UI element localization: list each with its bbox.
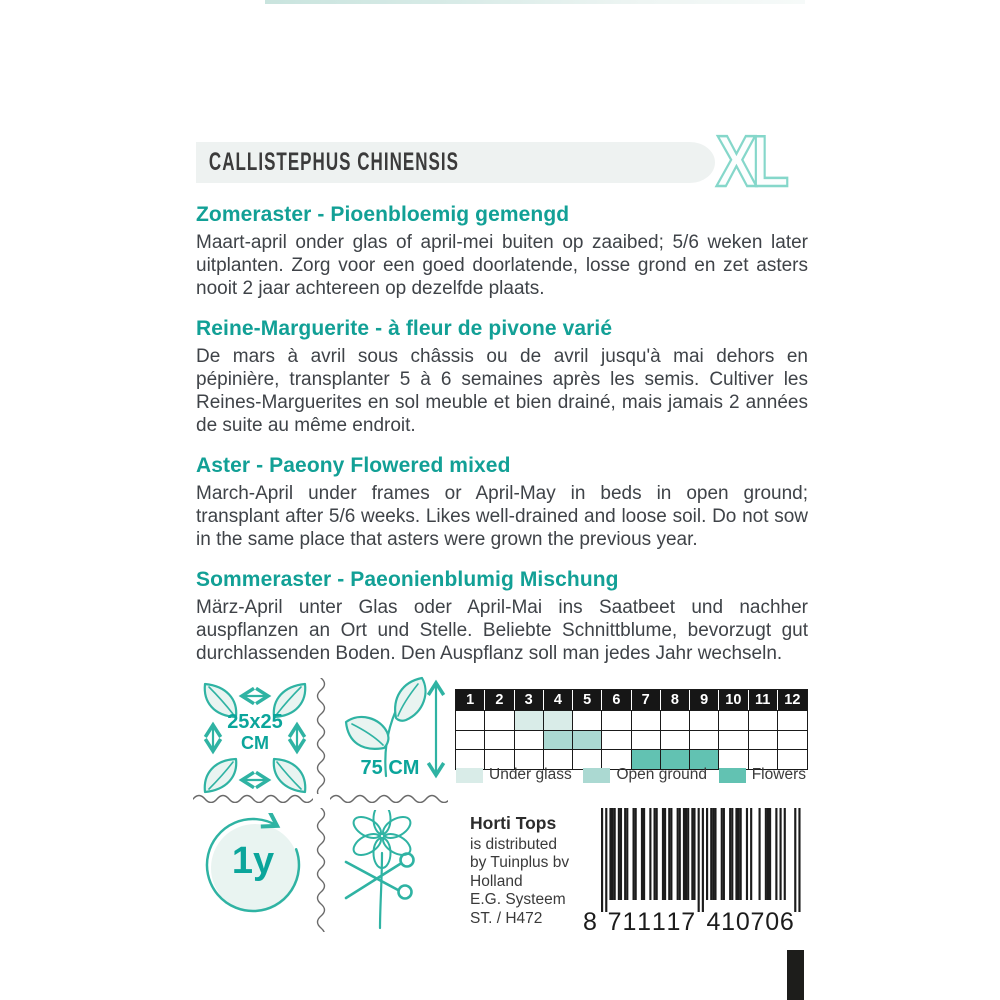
distributor-name: Horti Tops: [470, 813, 557, 833]
calendar-cell: [690, 710, 719, 730]
section-body: März-April unter Glas oder April-Mai ins Saatbeet und nachher auspflanzen an Ort und Stelle. Beliebte Schnittblume, bevorzugt gut durchlassenden Boden. Den Auspflanz soll man jedes Jahr wechseln.: [196, 597, 808, 664]
calendar-cell: [749, 710, 778, 730]
sowing-calendar: [455, 689, 808, 770]
distributor-line: is distributed: [470, 835, 558, 853]
calendar-month-header: 11: [749, 690, 778, 710]
calendar-cell: [661, 730, 690, 750]
calendar-cell: [573, 730, 602, 750]
legend-swatch: [719, 768, 746, 783]
distributor-line: E.G. Systeem: [470, 891, 566, 908]
legend-swatch: [583, 768, 610, 783]
distributor-block: [470, 814, 569, 928]
plant-height-icon: [330, 676, 450, 800]
calendar-month-header: 4: [544, 690, 573, 710]
calendar-cell: [544, 730, 573, 750]
section-body: Maart-april onder glas of april-mei buiten op zaaibed; 5/6 weken later uitplanten. Zorg voor een goed doorlatende, losse grond en zet asters nooit 2 jaar achtereen op dezelfde plaats.: [196, 232, 808, 299]
calendar-month-header: 6: [602, 690, 631, 710]
calendar-month-header: 1: [456, 690, 485, 710]
section-heading: Reine-Marguerite - à fleur de pivone varié: [196, 317, 613, 340]
divider-wavy-horizontal-right: [330, 793, 448, 803]
calendar-cell: [515, 710, 544, 730]
calendar-cell: [602, 730, 631, 750]
distributor-line: by Tuinplus bv: [470, 854, 570, 871]
calendar-month-header: 5: [573, 690, 602, 710]
barcode-digit: 7: [750, 908, 765, 934]
calendar-month-header: 10: [719, 690, 748, 710]
section-heading: Aster - Paeony Flowered mixed: [196, 454, 511, 477]
calendar-cell: [690, 730, 719, 750]
legend-label: Flowers: [751, 766, 806, 783]
calendar-month-header: 12: [778, 690, 807, 710]
section-heading: Sommeraster - Paeonienblumig Mischung: [196, 568, 619, 591]
barcode-digit: 1: [666, 908, 681, 934]
section-english: [196, 454, 808, 551]
calendar-cell: [719, 730, 748, 750]
calendar-cell: [602, 710, 631, 730]
barcode-bars: [583, 806, 807, 934]
legend-label: Open ground: [616, 766, 707, 783]
height-value: 75 CM: [360, 757, 420, 779]
cut-flower-scissors-icon: [336, 810, 428, 932]
calendar-month-header: 7: [632, 690, 661, 710]
barcode-digit: 7: [607, 908, 622, 934]
calendar-month-header: 2: [485, 690, 514, 710]
barcode-digit: 1: [637, 908, 652, 934]
calendar-month-header: 3: [515, 690, 544, 710]
calendar-cell: [573, 710, 602, 730]
corner-print-mark: [787, 950, 804, 1000]
calendar-cell: [485, 730, 514, 750]
barcode-digit: 1: [622, 908, 637, 934]
legend-item: [719, 766, 806, 784]
section-body: March-April under frames or April-May in beds in open ground; transplant after 5/6 weeks. Likes well-drained and loose soil. Do not sow in the same place that asters were grown the previous year.: [196, 483, 808, 550]
species-title-band: [196, 142, 715, 183]
calendar-legend: [456, 766, 806, 784]
barcode-digit: 7: [681, 908, 696, 934]
calendar-cell: [544, 710, 573, 730]
barcode-digit: 0: [765, 908, 780, 934]
section-body: De mars à avril sous châssis ou de avril jusqu'à mai dehors en pépinière, transplanter 5 à 6 semaines après les semis. Cultiver les Reines-Marguerites en sol meuble et bien drainé, mais jamais 2 années de suite au même endroit.: [196, 346, 808, 436]
spacing-unit: CM: [241, 733, 269, 753]
divider-wavy-vertical-top: [316, 678, 326, 794]
barcode-digit: 1: [651, 908, 666, 934]
description-sections: [196, 203, 808, 682]
lifecycle-value: 1y: [231, 840, 275, 882]
calendar-month-header: 9: [690, 690, 719, 710]
spacing-value: [211, 712, 299, 754]
section-german: [196, 568, 808, 665]
calendar-cell: [749, 730, 778, 750]
divider-wavy-horizontal-left: [193, 793, 313, 803]
xl-badge: XL: [716, 122, 785, 202]
calendar-cell: [456, 730, 485, 750]
distributor-line: ST. / H472: [470, 909, 543, 927]
calendar-cell: [632, 710, 661, 730]
divider-wavy-vertical-bottom: [316, 808, 326, 932]
calendar-cell: [456, 710, 485, 730]
section-french: [196, 317, 808, 437]
calendar-cell: [719, 710, 748, 730]
species-title: CALLISTEPHUS CHINENSIS: [208, 148, 460, 176]
distributor-line: Holland: [470, 872, 523, 890]
legend-item: [456, 766, 572, 784]
top-accent-strip: [265, 0, 805, 4]
legend-label: Under glass: [489, 766, 572, 783]
legend-item: [583, 766, 707, 784]
calendar-cell: [661, 710, 690, 730]
calendar-cell: [632, 730, 661, 750]
section-dutch: [196, 203, 808, 300]
legend-swatch: [456, 768, 483, 783]
barcode-digit: 1: [721, 908, 736, 934]
spacing-number: 25x25: [227, 711, 283, 733]
barcode-digit: 4: [706, 908, 721, 934]
section-heading: Zomeraster - Pioenbloemig gemengd: [196, 203, 570, 226]
barcode-digit: 8: [583, 908, 597, 934]
barcode-digit: 6: [779, 908, 794, 934]
calendar-month-header: 8: [661, 690, 690, 710]
calendar-cell: [778, 710, 807, 730]
calendar-cell: [485, 710, 514, 730]
calendar-cell: [515, 730, 544, 750]
calendar-cell: [778, 730, 807, 750]
barcode-digit: 0: [735, 908, 750, 934]
